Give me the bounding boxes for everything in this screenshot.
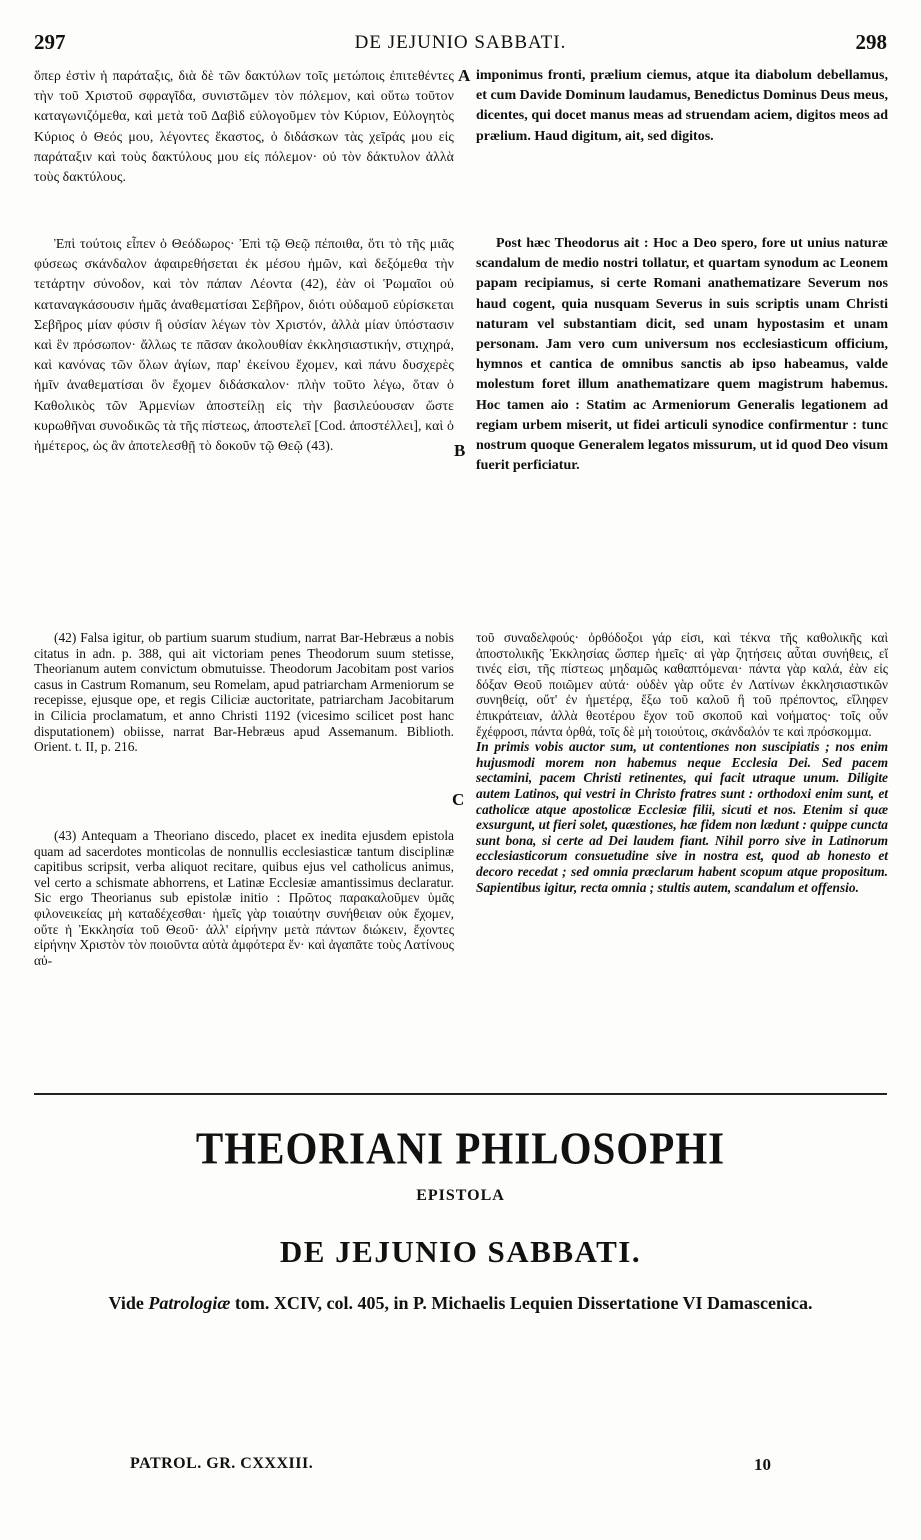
footnote-43-continuation: [476, 630, 888, 895]
margin-letter-c: C: [452, 790, 465, 809]
reference-note: [60, 1290, 861, 1316]
footnote-43: (43) Antequam a Theoriano discedo, placet ex inedita ejusdem epistola quam ad sacerdotes monticolas de nonnullis ecclesiasticæ tantum disciplinæ capitibus scripsit, verba aliquot recitare, quibus ejus vel catholicus animus, vel certo a schismate abhorrens, et Latinæ Ecclesiæ amantissimus declaratur. Sic ergo Theorianus sub epistolæ initio : Πρῶτος παρακαλοῦμεν ὑμᾶς φιλονεικείας μὴ καταδέχεσθαι· ἡμεῖς γὰρ τοιαύτην συνήθειαν οὐκ ἔχομεν, οὔτε ἡ Ἐκκλησία τοῦ Θεοῦ· ἀλλ' εἰρήνην μετὰ πάντων διώκειν, ἔχοντες εἰρήνην Χριστὸν τὸν ποιοῦντα αὐτὰ ἀμφότερα ἕν· καὶ ἀγαπᾶτε τοὺς Λατίνους αὐ-: [34, 828, 454, 968]
volume-signature: PATROL. GR. CXXXIII.: [130, 1455, 314, 1472]
footnote-latin-translation: In primis vobis auctor sum, ut contentiones non suscipiatis ; nos enim hujusmodi morem non habemus neque Ecclesia Dei. Sed pacem sectamini, pacem Christi retinentes, qui facit utraque unum. Diligite autem Latinos, qui vestri in Christo fratres sunt : orthodoxi enim sunt, et catholicæ atque apostolicæ Ecclesiæ filii, sicuti et nos. Etenim si quæ exsurgunt, ut fieri solet, quæstiones, hæ fidem non lædunt : quippe cuncta sunt bona, si certe ad Dei laudem fiant. Nihil porro sive in Latinorum ecclesiasticorum consuetudine sive in nostra est, quod ab honesto et decoro recedat ; sed omnia præclarum habent scopum atque propositum. Sapientibus igitur, recta omnia ; stultis autem, scandalum et offensio.: [476, 739, 888, 895]
latin-paragraph-2: Post hæc Theodorus ait : Hoc a Deo spero, fore ut unius naturæ scandalum de medio nostri tollatur, et quartam synodum ac Leonem papam recipiamus, si certe Romani anathematizare Severum nos haud cogent, quia nusquam Severus in suis scriptis unam Christi naturam vel substantiam dicit, sed unam hypostasim et unam personam. Jam vero cum universum nos ecclesiasticum officium, hymnos et cantica de omnibus sanctis ab ipso habeamus, valde molestum foret illum anathematizare quem magistrum habemus. Hoc tamen aio : Statim ac Armeniorum Generalis legationem ad regiam urbem miserit, ut fidei articuli synodice confirmentur : tunc nostrum quoque Generalem legatos missurum, ut id quod Deo visum fuerit perficiatur.: [476, 236, 888, 474]
margin-letter-a: A: [458, 66, 471, 85]
reference-work: Patrologiæ: [148, 1293, 231, 1313]
footnote-42: (42) Falsa igitur, ob partium suarum studium, narrat Bar-Hebræus a nobis citatus in adn. p. 388, qui ait victoriam penes Theodorum suum stetisse, Theorianum autem convictum obmutuisse. Theodorum Jacobitam post varios casus in Castrum Romanum, seu Romelam, apud patriarcham Armeniorum se recepisse, ejusque ope, et regis Ciliciæ auctoritate, patriarcham Jacobitarum in Cilicia proclamatum, et anno Christi 1192 (vicesimo scilicet post hanc disputationem) obiisse, narrat Bar-Hebræus apud Assemanum. Biblioth. Orient. t. II, p. 216.: [34, 630, 454, 755]
running-header: [34, 30, 887, 60]
greek-paragraph-2: Ἐπὶ τούτοις εἶπεν ὁ Θεόδωρος· Ἐπὶ τῷ Θεῷ πέποιθα, ὅτι τὸ τῆς μιᾶς φύσεως σκάνδαλον ἀφαιρεθήσεται ἐκ μέσου ἡμῶν, καὶ δεξόμεθα τὴν τετάρτην σύνοδον, καὶ τὸν πάπαν Λέοντα (42), ἐὰν οἱ Ῥωμαῖοι οὐ καταναγκάσουσιν ἡμᾶς ἀναθεματίσαι Σεβῆρον, διότι οὐδαμοῦ εὑρίσκεται Σεβῆρος μίαν φύσιν ἢ οὐσίαν λέγων τὸν Χριστόν, ἀλλὰ μίαν ὑπόστασιν καὶ ἓν πρόσωπον· ἄλλως τε πᾶσαν ἀκολουθίαν ἐκκλησιαστικήν, στιχηρά, καὶ κανόνας τῶν ὅλων ἁγίων, παρ' ἐκείνου ἔχομεν, καὶ πάνυ δυσχερὲς ἡμῖν ἀναθεματίσαι ὃν ἔχομεν διδάσκαλον· πλὴν τοῦτο λέγω, ὅταν ὁ Καθολικὸς τῶν Ἀρμενίων ἀποστείλῃ εἰς τὴν βασιλεύουσαν ὥστε κυρωθῆναι συνοδικῶς τὰ τῆς πίστεως, ἀποστελεῖ [Cod. ἀποστέλλει], καὶ ὁ ἡμέτερος, ὡς ἂν ἀποτελεσθῇ τὸ δοκοῦν τῷ Θεῷ (43).: [34, 236, 454, 454]
page-number-left: 297: [34, 30, 66, 54]
section-title: THEORIANI PHILOSOPHI: [195, 1122, 726, 1174]
margin-letter-b: B: [454, 441, 466, 460]
page-footer: [130, 1455, 771, 1479]
gathering-number: 10: [754, 1455, 771, 1474]
section-title-topic: DE JEJUNIO SABBATI.: [279, 1234, 642, 1269]
latin-top-text: imponimus fronti, prælium ciemus, atque ita diabolum debellamus, et cum Davide Dominum laudamus, Benedictus Dominus Deus meus, dicentes, qui docet manus meas ad struendam aciem, digitos meos ad prælium. Haud digitum, ait, sed digitos.: [476, 68, 888, 144]
section-subtitle: EPISTOLA: [416, 1187, 505, 1204]
section-divider: [34, 1093, 887, 1095]
running-title: DE JEJUNIO SABBATI.: [354, 32, 567, 53]
greek-top-text: ὅπερ ἐστὶν ἡ παράταξις, διὰ δὲ τῶν δακτύλων τοῖς μετώποις ἐπιτεθέντες τὴν τοῦ Χριστοῦ σφραγῖδα, συνιστῶμεν τὸν πόλεμον, καὶ οὕτω τοῦτον καταγωνιζόμεθα, καὶ μετὰ τοῦ Δαβὶδ εὐλογοῦμεν τὸν Κύριον, Εὐλογητὸς Κύριος ὁ Θεός μου, λέγοντες ἕκαστος, ὁ διδάσκων τὰς χεῖράς μου εἰς παράταξιν καὶ τοὺς δακτύλους μου εἰς πόλεμον· οὐ τὸν δάκτυλον ἀλλὰ τοὺς δακτύλους.: [34, 68, 454, 185]
reference-prefix: Vide: [108, 1293, 149, 1313]
page-number-right: 298: [855, 30, 887, 54]
footnote-greek-continuation: τοῦ συναδελφούς· ὀρθόδοξοι γάρ εἰσι, καὶ τέκνα τῆς καθολικῆς καὶ ἀποστολικῆς Ἐκκλησίας ὥσπερ ἡμεῖς· αἱ γὰρ ζητήσεις αὗται συνήθεις, εἴ τινές εἰσι, τῆς πίστεως μηδαμῶς καθαπτόμεναι· πάντα γὰρ καλά, ἐὰν εἰς δόξαν Θεοῦ ποιῶμεν αὐτά· οὐδὲν γὰρ οὔτε ἐν Λατίνων ἐκκλησιαστικῶν συνηθείᾳ, οὔτ' ἐν ἡμετέρᾳ, ἔξω τοῦ καλοῦ ἢ τοῦ πρέποντος, εἴληφεν ἐπικράτειαν, ἀλλὰ θεοτέρου ἔχον τοῦ σκοποῦ καὶ νοήματος· τοῖς οὖν ἔχέφροσι, πάντα ὀρθά, τοῖς δὲ μὴ τοιούτοις, σκάνδαλόν τε καὶ πρόσκομμα.: [476, 630, 888, 739]
reference-details: tom. XCIV, col. 405, in P. Michaelis Lequien Dissertatione VI Damascenica.: [230, 1293, 813, 1313]
